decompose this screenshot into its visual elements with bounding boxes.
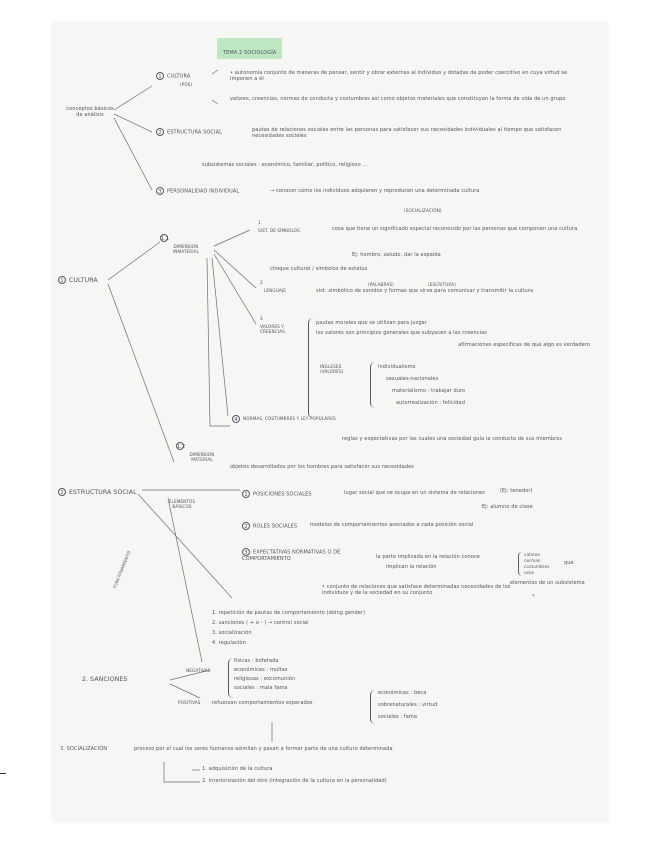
simbolos-num: 1 [258, 220, 261, 225]
choque-cultural: choque cultural / símbolos de estatus [270, 266, 368, 272]
personalidad-def: → conocer cómo los individuos adquieren y reproducen una determinada cultura [270, 188, 480, 194]
cultura-top-label: 1 CULTURA [156, 72, 190, 80]
notes-page [52, 22, 608, 822]
simbolos-def: cosa que tiene un significado especial reconocido por las personas que componen una cultura [332, 226, 578, 232]
valores-def3: afirmaciones específicas de qué algo es verdadero [458, 342, 590, 348]
cultura-top-sublabel: (POS) [180, 82, 193, 87]
cultura-top-def2: valores, creencias, normas de conducta y costumbres así como objetos materiales que constituyen la forma de vida de un grupo [230, 96, 566, 102]
lenguaje-def: sist. simbólico de sonidos y formas que sirve para comunicar y transmitir la cultura [316, 288, 534, 294]
number-circle: 1 [156, 72, 164, 80]
positivas-brace [370, 690, 375, 724]
expectativas-list-item: normas [524, 558, 541, 563]
valores-item: sexuales-nacionales [386, 376, 439, 382]
socializacion-def: proceso por el cual los seres humanos asimilan y pasan a formar parte de una cultura determinada [134, 746, 393, 752]
expectativas-def1: la parte implicada en la relación conoce [376, 554, 480, 560]
valores-item: materialismo : trabajar duro [392, 388, 466, 394]
negativas-item: físicas : bofetada [234, 658, 279, 664]
lenguaje-label: LENGUAJE [264, 288, 286, 293]
socializacion-item: 2. interiorización del otro (integración de la cultura en la personalidad) [202, 778, 387, 784]
positivas-label: POSITIVAS [178, 700, 201, 705]
funcionamiento-item: 4. regulación [212, 640, 246, 646]
subsistemas-text: subsistemas sociales : económico, familiar, político, religioso ... [202, 162, 368, 168]
dim-inmaterial-num: 1.1 [161, 236, 170, 242]
expectativas-def1b: implican la relación [386, 564, 437, 570]
estructura-top-def: pautas de relaciones sociales entre las personas para satisfacer sus necesidades individuales al tiempo que satisfacen necesidades sociales [252, 127, 562, 139]
dim-material-label: DIMENSIÓN MATERIAL [189, 452, 215, 462]
expectativas-list-item: valores [524, 552, 540, 557]
posiciones-def: lugar social que se ocupa en un sistema de relaciones [344, 490, 485, 496]
negativas-brace [228, 658, 233, 698]
expectativas-label: 3 EXPECTATIVAS NORMATIVAS O DE COMPORTAMIENTO [242, 549, 341, 562]
normas-def: reglas y expectativas por las cuales una sociedad guía la conducta de sus miembros [342, 436, 563, 442]
cultura-main-label: 1 CULTURA [58, 276, 98, 285]
cultura-top-def1: • autonomía conjunto de maneras de pensar, sentir y obrar externas al individuo y dotadas de poder coercitivo en cuya virtud se imponen a él [230, 70, 568, 82]
lenguaje-annot-escritura: (ESCRITURA) [428, 282, 456, 287]
sanciones-label: 2. SANCIONES [82, 676, 128, 683]
posiciones-label: 1 POSICIONES SOCIALES [242, 490, 312, 498]
simbolos-label: SIST. DE SÍMBOLOS [258, 228, 300, 233]
lenguaje-num: 2 [260, 280, 263, 285]
valores-def2: los valores son principios generales que subyacen a las creencias [316, 330, 487, 336]
elementos-subsistema: elementos de un subsistema [510, 580, 585, 586]
number-circle: 2 [156, 128, 164, 136]
lenguaje-annot-palabras: (PALABRAS) [368, 282, 394, 287]
positivas-item: económicas : beca [378, 690, 427, 696]
estructura-main-label: 2 ESTRUCTURA SOCIAL [58, 488, 137, 497]
estructura-top-label: 2 ESTRUCTURA SOCIAL [156, 128, 222, 136]
funcionamiento-item: 2. sanciones ( + o - ) → control social [212, 620, 309, 626]
valores-label: VALORES Y CREENCIAS [260, 324, 285, 334]
funcionamiento-label: FUNCIONAMIENTO [112, 549, 132, 589]
negativas-item: sociales : mala fama [234, 685, 288, 691]
dim-material-num: 1.2 [177, 444, 186, 450]
socializacion-tag: (SOCIALIZACIÓN) [404, 208, 442, 213]
dim-material-def: objetos desarrollados por los hombres para satisfacer sus necesidades [230, 464, 414, 470]
positivas-item: sociales : fama [378, 714, 418, 720]
valores-num: 3 [260, 316, 263, 321]
page-title: TEMA 2 SOCIOLOGÍA [217, 38, 282, 59]
conceptos-basicos-label: conceptos básicos de análisis [66, 106, 114, 118]
dim-inmaterial-label: DIMENSIÓN INMATERIAL [172, 244, 200, 254]
valores-item: individualismo [378, 364, 416, 370]
negativas-item: económicas : multas [234, 667, 288, 673]
valores-brace [308, 318, 313, 418]
normas-label: 4 NORMAS, COSTUMBRES Y LEY POPULARES [232, 415, 336, 423]
negativas-label: NEGATIVAS [186, 668, 211, 673]
socializacion-item: 1. adquisición de la cultura [202, 766, 273, 772]
expectativas-star: * [532, 594, 535, 600]
ingleses-label: INGLESES (VALORES) [320, 364, 344, 374]
valores-def1: pautas morales que se utilizan para juzgar [316, 320, 427, 326]
funcionamiento-item: 1. repetición de pautas de comportamiento (doing gender) [212, 610, 366, 616]
funcionamiento-item: 3. socialización [212, 630, 252, 636]
expectativas-que: que [564, 560, 574, 566]
posiciones-ej2: (Ej: tenedor) [500, 488, 533, 494]
edge-mark [0, 773, 6, 774]
elementos-basicos-label: ELEMENTOS BÁSICOS [168, 499, 196, 509]
roles-label: 2 ROLES SOCIALES [242, 522, 297, 530]
expectativas-list-item: usos [524, 570, 534, 575]
number-circle: 2 [58, 488, 66, 496]
ingleses-brace [370, 362, 375, 408]
positivas-item: sobrenaturales : virtud [378, 702, 438, 708]
expectativas-brace [518, 552, 522, 576]
personalidad-label: 3 PERSONALIDAD INDIVIDUAL [156, 187, 239, 195]
posiciones-ej: Ej: alumno de clase [482, 504, 533, 510]
simbolos-ej: Ej: hombro, saludo, dar la espalda [352, 252, 441, 258]
socializacion-label: 3. SOCIALIZACIÓN [60, 746, 108, 752]
positivas-def: refuerzan comportamientos esperados [212, 700, 313, 706]
expectativas-def2: • conjunto de relaciones que satisface determinadas necesidades de los individuos y de la sociedad en su conjunto [322, 584, 511, 596]
expectativas-list-item: costumbres [524, 564, 550, 569]
number-circle: 1 [58, 276, 66, 284]
roles-def: modelos de comportamientos asociados a cada posición social [310, 522, 474, 528]
valores-item: autorrealización : felicidad [396, 400, 465, 406]
negativas-item: religiosas : excomunión [234, 676, 296, 682]
number-circle: 3 [156, 187, 164, 195]
